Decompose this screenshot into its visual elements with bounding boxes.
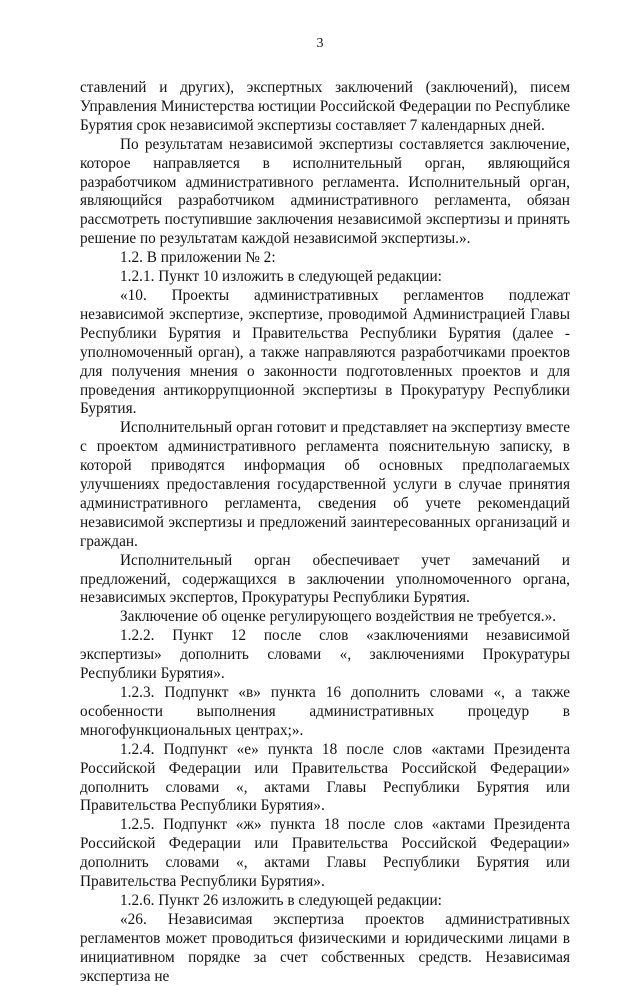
paragraph: 1.2.1. Пункт 10 изложить в следующей редакции: [120,268,442,286]
paragraph: «10. Проекты административных регламентов подлежат независимой экспертизе, экспертизе, проводимой Администрацией Главы Республики Бурятия и Правительства Республики Бурятия (далее - уполномоченный орган), а также направляются разработчиками проектов для получения мнения о законности подготовленных проектов и для проведения антикоррупционной экспертизы в Прокуратуру Республики Бурятия. [80,286,570,418]
paragraph: Заключение об оценке регулирующего воздействия не требуется.». [120,608,557,626]
paragraph: Исполнительный орган готовит и представляет на экспертизу вместе с проектом административного регламента пояснительную записку, в которой приводятся информация об основных предполагаемых улучшениях предоставления государственной услуги в случае принятия административного регламента, сведения об учете рекомендаций независимой экспертизы и предложений заинтересованных организаций и граждан. [80,419,570,550]
paragraph: «26. Независимая экспертиза проектов административных регламентов может проводиться физическими и юридическими лицами в инициативном порядке за счет собственных средств. Независимая экспертиза не [80,910,570,985]
paragraph: 1.2.6. Пункт 26 изложить в следующей редакции: [120,891,442,909]
paragraph: ставлений и других), экспертных заключений (заключений), писем Управления Министерства юстиции Российской Федерации по Республике Бурятия срок независимой экспертизы составляет 7 календарных дней. [80,79,570,134]
paragraph: 1.2.5. Подпункт «ж» пункта 18 после слов «актами Президента Российской Федерации или Правительства Российской Федерации» дополнить словами «, актами Главы Республики Бурятия или Правительства Республики Бурятия». [80,816,570,891]
page-number: 3 [316,36,324,51]
paragraph: 1.2. В приложении № 2: [120,249,276,267]
paragraph: Исполнительный орган обеспечивает учет замечаний и предложений, содержащихся в заключении уполномоченного органа, независимых экспертов, Прокуратуры Республики Бурятия. [80,551,570,607]
paragraph: 1.2.4. Подпункт «е» пункта 18 после слов «актами Президента Российской Федерации или Правительства Российской Федерации» дополнить словами «, актами Главы Республики Бурятия или Правительства Республики Бурятия». [80,740,570,815]
paragraph: 1.2.3. Подпункт «в» пункта 16 дополнить словами «, а также особенности выполнения административных процедур в многофункциональных центрах;». [80,684,570,739]
document-body [80,79,570,987]
paragraph: По результатам независимой экспертизы составляется заключение, которое направляется в исполнительный орган, являющийся разработчиком административного регламента. Исполнительный орган, являющийся разработчиком административного регламента, обязан рассмотреть поступившие заключения независимой экспертизы и принять решение по результатам каждой независимой экспертизы.». [80,135,570,248]
paragraph: 1.2.2. Пункт 12 после слов «заключениями независимой экспертизы» дополнить словами «, заключениями Прокуратуры Республики Бурятия». [80,627,570,683]
